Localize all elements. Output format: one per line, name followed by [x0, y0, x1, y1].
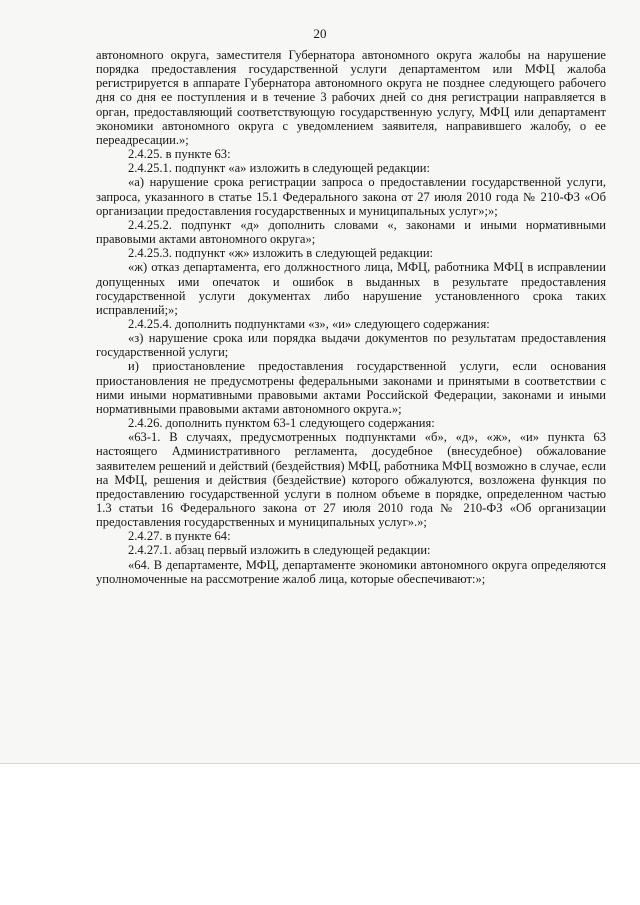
- paragraph: 2.4.25.1. подпункт «а» изложить в следующей редакции:: [128, 161, 430, 176]
- paragraph: и) приостановление предоставления государственной услуги, если основания приостановления не предусмотрены федеральными законами и принятыми в соответствии с ними иными нормативными правовыми актами Российской Федерации, законами и иными нормативными правовыми актами автономного округа.»;: [96, 359, 606, 416]
- paragraph: 2.4.25.3. подпункт «ж» изложить в следующей редакции:: [128, 246, 434, 261]
- paragraph: автономного округа, заместителя Губернатора автономного округа жалобы на нарушение порядка предоставления государственной услуги департаментом или МФЦ жалоба регистрируется в аппарате Губернатора автономного округа не позднее следующего рабочего дня со дня ее поступления и в течение 3 рабочих дней со дня регистрации направляется в орган, предоставляющий соответствующую государственную услугу, МФЦ или департамент экономики автономного округа с уведомлением заявителя, направившего жалобу, о ее переадресации.»;: [96, 48, 606, 147]
- page-number: 20: [313, 26, 327, 41]
- document-body: [96, 48, 606, 586]
- paragraph: 2.4.26. дополнить пунктом 63-1 следующего содержания:: [128, 416, 435, 431]
- paragraph: 2.4.25.4. дополнить подпунктами «з», «и» следующего содержания:: [128, 316, 490, 331]
- paragraph: 2.4.27.1. абзац первый изложить в следующей редакции:: [128, 543, 431, 558]
- paragraph: «63-1. В случаях, предусмотренных подпунктами «б», «д», «ж», «и» пункта 63 настоящего Административного регламента, досудебное (внесудебное) обжалование заявителем решений и действий (бездействия) МФЦ, работника МФЦ возможно в случае, если на МФЦ, решения и действия (бездействие) которого обжалуются, возложена функция по предоставлению государственной услуги в полном объеме в порядке, определенном частью 1.3 статьи 16 Федерального закона от 27 июля 2010 года № 210-ФЗ «Об организации предоставления государственных и муниципальных услуг».»;: [96, 430, 606, 530]
- paragraph: «а) нарушение срока регистрации запроса о предоставлении государственной услуги, запроса, указанного в статье 15.1 Федерального закона от 27 июля 2010 года № 210-ФЗ «Об организации предоставления государственных и муниципальных услуг»;»;: [96, 175, 606, 218]
- paragraph: 2.4.25. в пункте 63:: [128, 147, 231, 162]
- paragraph: «64. В департаменте, МФЦ, департаменте экономики автономного округа определяются уполномоченные на рассмотрение жалоб лица, которые обеспечивают:»;: [96, 557, 606, 586]
- paragraph: 2.4.27. в пункте 64:: [128, 529, 231, 544]
- paragraph: 2.4.25.2. подпункт «д» дополнить словами «, законами и иными нормативными правовыми актами автономного округа»;: [96, 217, 606, 247]
- paragraph: «з) нарушение срока или порядка выдачи документов по результатам предоставления государственной услуги;: [96, 331, 606, 360]
- paragraph: «ж) отказ департамента, его должностного лица, МФЦ, работника МФЦ в исправлении допущенных ими опечаток и ошибок в выданных в результате предоставления государственной услуги документах либо нарушение установленного срока таких исправлений;»;: [96, 260, 606, 317]
